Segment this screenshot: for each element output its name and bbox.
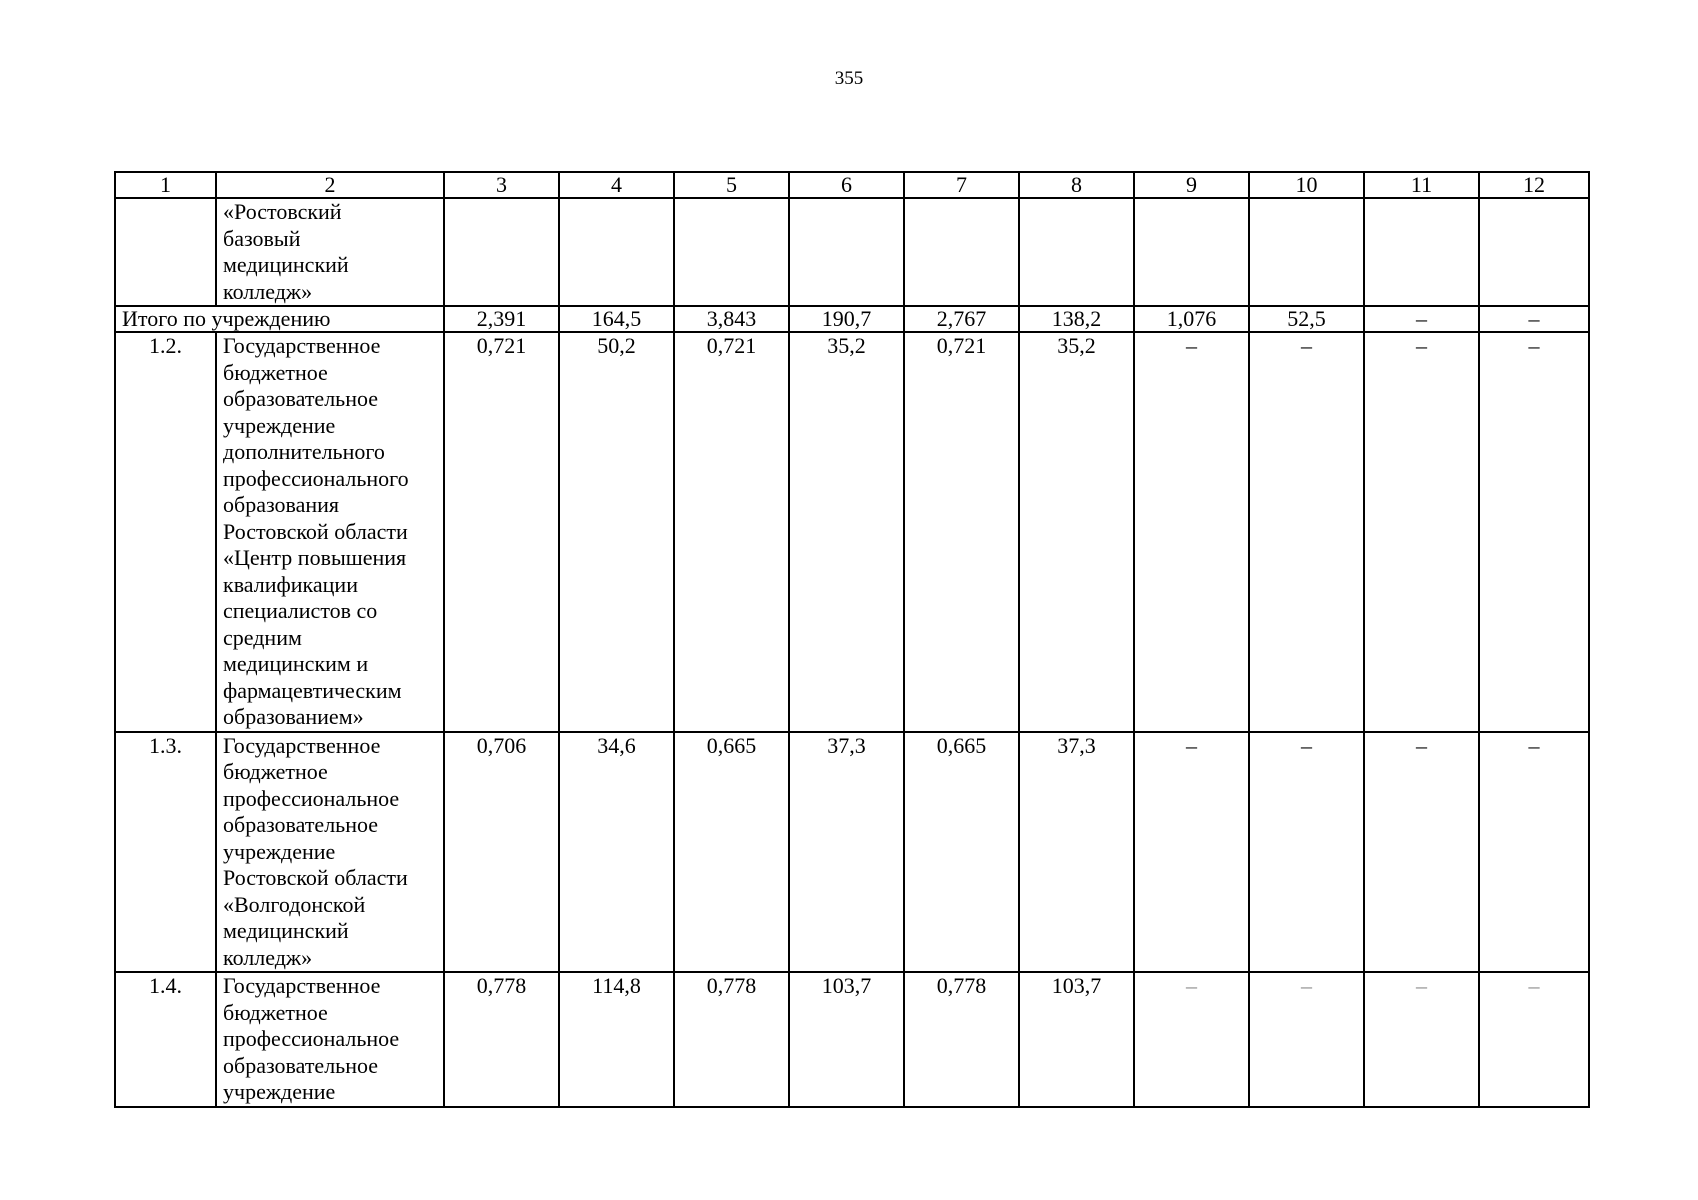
value-cell: –	[1364, 332, 1479, 732]
value-cell	[1019, 198, 1134, 306]
name-line: базовый	[223, 225, 301, 251]
table-header-row	[115, 172, 1589, 198]
name-line: бюджетное	[223, 999, 328, 1025]
value-cell: –	[1479, 332, 1589, 732]
column-header: 4	[559, 172, 674, 198]
value-cell: 52,5	[1249, 306, 1364, 332]
name-line: образовательное	[223, 812, 379, 837]
value-cell: 138,2	[1019, 306, 1134, 332]
value-cell: 0,665	[904, 732, 1019, 973]
value-cell: 37,3	[789, 732, 904, 973]
name-line: профессиональное	[223, 1026, 400, 1051]
value-cell: 0,778	[674, 972, 789, 1107]
value-cell: –	[1479, 972, 1589, 1107]
value-cell	[559, 198, 674, 306]
value-cell: –	[1134, 732, 1249, 973]
value-cell: 35,2	[789, 332, 904, 732]
name-line: образованием»	[223, 704, 364, 729]
value-cell: 103,7	[789, 972, 904, 1107]
table-row	[115, 332, 1589, 732]
value-cell: 0,721	[674, 332, 789, 732]
name-line: учреждение	[223, 412, 336, 438]
value-cell	[1479, 198, 1589, 306]
row-number: 1.2.	[115, 332, 216, 732]
table-row	[115, 198, 1589, 306]
value-cell: –	[1249, 732, 1364, 973]
value-cell	[674, 198, 789, 306]
value-cell	[1134, 198, 1249, 306]
name-line: профессиональное	[223, 785, 400, 811]
value-cell: 164,5	[559, 306, 674, 332]
value-cell	[1249, 198, 1364, 306]
name-line: колледж»	[223, 944, 313, 970]
value-cell: 114,8	[559, 972, 674, 1107]
institution-name	[216, 332, 444, 732]
value-cell: 50,2	[559, 332, 674, 732]
value-cell: 190,7	[789, 306, 904, 332]
value-cell: –	[1249, 332, 1364, 732]
name-line: образовательное	[223, 386, 379, 411]
column-header: 8	[1019, 172, 1134, 198]
column-header: 2	[216, 172, 444, 198]
name-line: учреждение	[223, 1079, 336, 1104]
name-line: дополнительного	[223, 439, 385, 464]
name-line: Ростовской области	[223, 865, 408, 890]
value-cell: 0,721	[444, 332, 559, 732]
column-header: 3	[444, 172, 559, 198]
name-line: Государственное	[223, 333, 381, 358]
row-number: 1.3.	[115, 732, 216, 973]
institution-name	[216, 732, 444, 973]
name-line: медицинским и	[223, 651, 369, 676]
name-line: образования	[223, 492, 340, 517]
value-cell: –	[1134, 972, 1249, 1107]
value-cell	[789, 198, 904, 306]
total-label: Итого по учреждению	[115, 306, 444, 332]
value-cell: 3,843	[674, 306, 789, 332]
name-line: квалификации	[223, 571, 358, 597]
value-cell: 34,6	[559, 732, 674, 973]
name-line: «Ростовский	[223, 199, 342, 224]
row-number: 1.4.	[115, 972, 216, 1107]
name-line: медицинский	[223, 252, 349, 277]
value-cell: 0,706	[444, 732, 559, 973]
name-line: медицинский	[223, 918, 349, 943]
column-header: 1	[115, 172, 216, 198]
institution-name	[216, 198, 444, 306]
value-cell: –	[1249, 972, 1364, 1107]
value-cell: –	[1134, 332, 1249, 732]
value-cell: 0,778	[444, 972, 559, 1107]
value-cell: –	[1364, 306, 1479, 332]
value-cell: 1,076	[1134, 306, 1249, 332]
data-table	[114, 171, 1590, 1108]
table-row	[115, 732, 1589, 973]
value-cell	[444, 198, 559, 306]
value-cell: –	[1479, 306, 1589, 332]
column-header: 10	[1249, 172, 1364, 198]
name-line: профессионального	[223, 465, 409, 491]
name-line: «Центр повышения	[223, 545, 407, 570]
column-header: 9	[1134, 172, 1249, 198]
column-header: 6	[789, 172, 904, 198]
name-line: фармацевтическим	[223, 677, 402, 703]
column-header: 7	[904, 172, 1019, 198]
value-cell: 2,767	[904, 306, 1019, 332]
value-cell: –	[1479, 732, 1589, 973]
row-number	[115, 198, 216, 306]
value-cell	[1364, 198, 1479, 306]
value-cell: 37,3	[1019, 732, 1134, 973]
name-line: Государственное	[223, 732, 381, 758]
name-line: средним	[223, 624, 302, 650]
value-cell: –	[1364, 732, 1479, 973]
column-header: 11	[1364, 172, 1479, 198]
value-cell: 0,665	[674, 732, 789, 973]
name-line: «Волгодонской	[223, 891, 366, 917]
name-line: специалистов со	[223, 598, 378, 623]
value-cell: 2,391	[444, 306, 559, 332]
value-cell: –	[1364, 972, 1479, 1107]
institution-name	[216, 972, 444, 1107]
page-number: 355	[834, 68, 864, 89]
value-cell: 103,7	[1019, 972, 1134, 1107]
name-line: бюджетное	[223, 759, 328, 784]
name-line: Ростовской области	[223, 518, 408, 544]
total-row	[115, 306, 1589, 332]
value-cell	[904, 198, 1019, 306]
name-line: образовательное	[223, 1052, 379, 1078]
name-line: учреждение	[223, 838, 336, 864]
column-header: 5	[674, 172, 789, 198]
column-header: 12	[1479, 172, 1589, 198]
value-cell: 0,778	[904, 972, 1019, 1107]
table-row	[115, 972, 1589, 1107]
value-cell: 35,2	[1019, 332, 1134, 732]
value-cell: 0,721	[904, 332, 1019, 732]
name-line: бюджетное	[223, 359, 328, 385]
name-line: Государственное	[223, 973, 381, 998]
name-line: колледж»	[223, 278, 313, 304]
